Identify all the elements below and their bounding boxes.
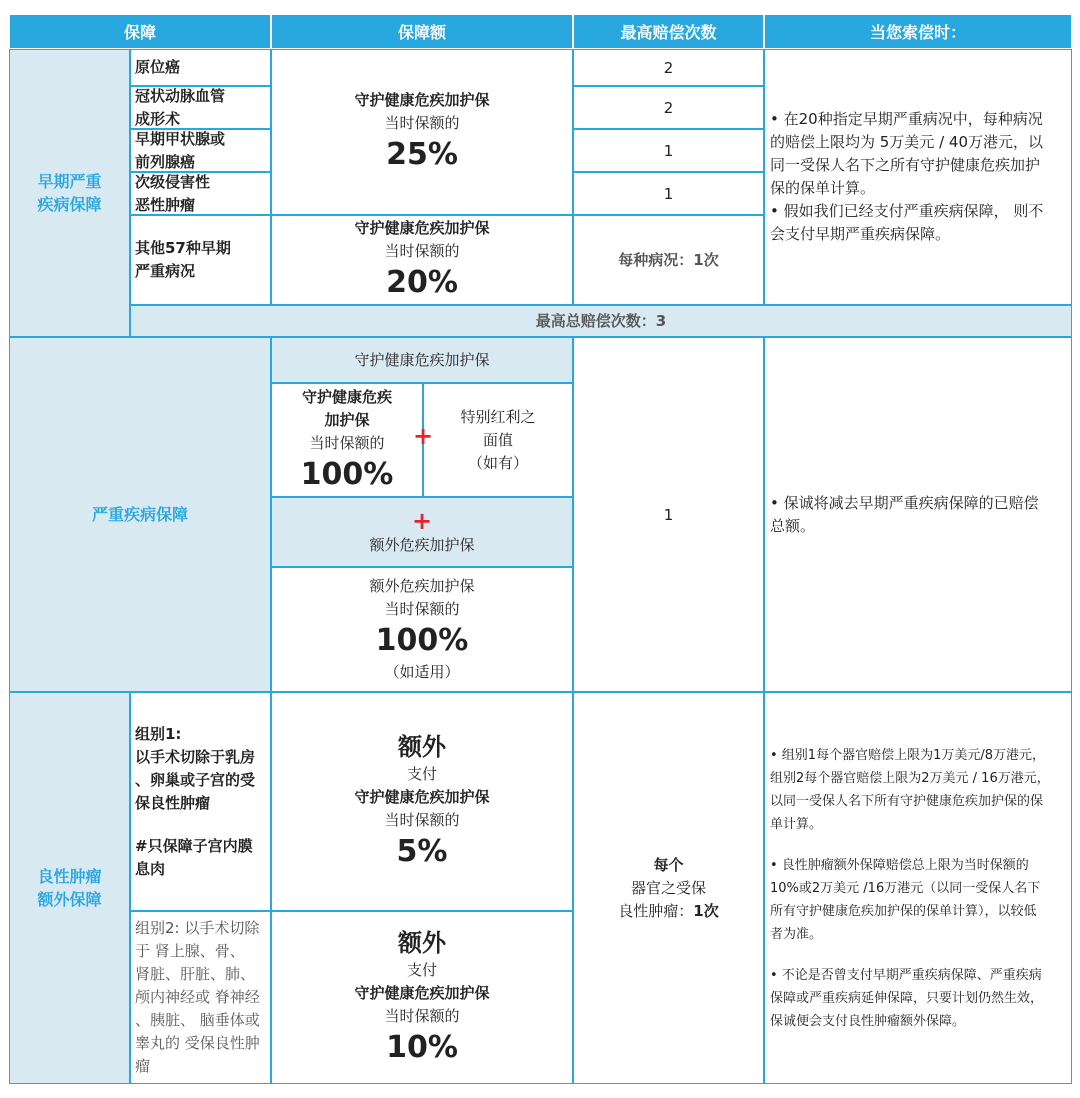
header-col-benefit <box>9 14 271 49</box>
plan-name: 守护健康危疾加护保 <box>354 984 490 1002</box>
header-label: 保障 <box>123 23 156 42</box>
group-line: 于 肾上腺、骨、 <box>135 942 245 960</box>
header-label: 当您索偿时： <box>869 23 966 42</box>
plan-name: 守护健康危疾加护保 <box>354 91 490 109</box>
group-line: 睾丸的 受保良性肿 <box>135 1034 260 1052</box>
amount-desc: 当时保额的 <box>384 242 460 260</box>
plan-name: 守护健康危疾加护保 <box>354 350 490 369</box>
note-line: 的赔偿上限均为 5万美元 / 40万港元，以 <box>770 133 1043 151</box>
condition-label: 原位癌 <box>135 58 181 76</box>
note-line: 10%或2万美元 /16万港元（以同一受保人名下 <box>770 880 1041 896</box>
condition-label: 恶性肿瘤 <box>135 195 196 214</box>
header-label: 保障额 <box>397 23 446 42</box>
bonus-label: 面值 <box>482 430 513 449</box>
bonus-label: （如有） <box>467 453 528 472</box>
section-title-line: 早期严重 <box>37 172 102 191</box>
note-line: • 假如我们已经支付严重疾病保障， 则不 <box>770 202 1044 220</box>
header-col-max-claims <box>573 14 764 49</box>
count-value: 1 <box>663 505 674 524</box>
benign-group2 <box>130 911 271 1084</box>
note-line: 以同一受保人名下所有守护健康危疾加护保的保 <box>770 793 1044 809</box>
note-line: 保诚便会支付良性肿瘤额外保障。 <box>770 1013 966 1029</box>
condition-label: 早期甲状腺或 <box>135 129 226 148</box>
major-extra-amount <box>271 567 573 692</box>
amount-desc: 当时保额的 <box>384 1007 460 1025</box>
condition-label: 严重病况 <box>135 262 196 280</box>
major-count <box>573 337 764 692</box>
amount-desc: 当时保额的 <box>384 811 460 829</box>
header-label: 最高赔偿次数 <box>620 23 717 42</box>
group-line: 瘤 <box>135 1057 151 1075</box>
group-line: 肾脏、肝脏、肺、 <box>135 965 256 983</box>
plan-name: 守护健康危疾加护保 <box>354 788 490 806</box>
condition-early-thyroid-prostate <box>130 129 271 172</box>
amount-note: （如适用） <box>384 663 460 681</box>
plan-name: 额外危疾加护保 <box>369 577 475 595</box>
note-line: • 组别1每个器官赔偿上限为1万美元/8万港元， <box>770 747 1045 763</box>
group-line: 、卵巢或子宫的受 <box>135 770 256 789</box>
note-line: • 不论是否曾支付早期严重疾病保障、严重疾病 <box>770 967 1042 983</box>
note-line: 同一受保人名下之所有守护健康危疾加护 <box>770 156 1041 174</box>
amount-percent: 20% <box>386 265 458 300</box>
count-line: 器官之受保 <box>630 878 706 897</box>
note-line: 者为准。 <box>770 926 823 942</box>
plan-name: 加护保 <box>324 410 370 429</box>
plus-icon: + <box>411 506 433 535</box>
condition-label: 前列腺癌 <box>135 152 196 171</box>
benign-amount-5 <box>271 692 573 911</box>
early-count <box>573 86 764 129</box>
early-count <box>573 49 764 86</box>
early-total-claims <box>130 305 1072 337</box>
condition-label: 成形术 <box>135 109 181 128</box>
group-line: 息肉 <box>135 859 166 878</box>
section-title-line: 额外保障 <box>37 890 102 909</box>
section-title-major <box>9 337 271 692</box>
condition-secondary-malignancy <box>130 172 271 215</box>
section-title-early <box>9 49 130 337</box>
note-line: • 保诚将减去早期严重疾病保障的已赔偿 <box>770 493 1039 512</box>
major-claim-notes <box>764 337 1072 692</box>
note-line: 会支付早期严重疾病保障。 <box>770 225 951 243</box>
condition-label: 次级侵害性 <box>135 172 211 191</box>
amount-percent: 5% <box>396 834 448 869</box>
condition-other-57 <box>130 215 271 305</box>
amount-desc: 当时保额的 <box>309 433 385 452</box>
plan-name: 守护健康危疾 <box>301 387 392 406</box>
early-amount-25 <box>271 49 573 215</box>
amount-pay: 支付 <box>406 961 437 979</box>
bonus-label: 特别红利之 <box>460 407 536 426</box>
group-line: 保良性肿瘤 <box>135 793 211 812</box>
major-special-bonus <box>423 383 573 497</box>
amount-percent: 25% <box>386 137 458 172</box>
total-claims-label: 最高总赔偿次数：3 <box>535 311 667 330</box>
group-line: 组别1: <box>135 724 182 743</box>
count-value: 1 <box>663 184 674 203</box>
note-line: 总额。 <box>770 516 816 535</box>
plus-icon: + <box>412 422 434 450</box>
note-line: 组别2每个器官赔偿上限为2万美元 / 16万港元， <box>770 770 1050 786</box>
group-line: 、胰脏、 脑垂体或 <box>135 1011 260 1029</box>
benign-count <box>573 692 764 1084</box>
amount-desc: 当时保额的 <box>384 600 460 618</box>
group-line: 组别2: 以手术切除 <box>135 919 260 937</box>
section-title-benign <box>9 692 130 1084</box>
amount-extra: 额外 <box>398 733 446 761</box>
benign-claim-notes <box>764 692 1072 1084</box>
section-title-line: 疾病保障 <box>37 195 102 214</box>
count-value: 每种病况：1次 <box>618 250 719 269</box>
condition-label: 冠状动脉血管 <box>135 86 226 105</box>
header-col-when-claim <box>764 14 1072 49</box>
group-line: #只保障子宫内膜 <box>135 836 253 855</box>
amount-pay: 支付 <box>406 765 437 783</box>
note-line: 保的保单计算。 <box>770 179 876 197</box>
major-base-amount <box>271 383 423 497</box>
early-claim-notes <box>764 49 1072 305</box>
count-value: 1 <box>663 141 674 160</box>
header-col-amount <box>271 14 573 49</box>
amount-extra: 额外 <box>398 929 446 957</box>
extra-plan-label: 额外危疾加护保 <box>369 535 475 554</box>
note-line: 所有守护健康危疾加护保的保单计算），以较低 <box>770 903 1037 919</box>
major-extra-header <box>271 497 573 567</box>
plan-name: 守护健康危疾加护保 <box>354 219 490 237</box>
count-value: 2 <box>663 98 674 117</box>
count-line: 良性肿瘤：1次 <box>618 901 719 920</box>
amount-percent: 10% <box>386 1030 458 1065</box>
major-plan-header <box>271 337 573 383</box>
count-line: 每个 <box>653 855 684 874</box>
condition-carcinoma-in-situ <box>130 49 271 86</box>
group-line: 以手术切除于乳房 <box>135 747 256 766</box>
section-title-line: 严重疾病保障 <box>91 505 188 524</box>
amount-percent: 100% <box>375 623 469 658</box>
early-count-other <box>573 215 764 305</box>
note-line: • 在20种指定早期严重病况中，每种病况 <box>770 110 1043 128</box>
amount-percent: 100% <box>300 456 394 492</box>
benign-amount-10 <box>271 911 573 1084</box>
count-value: 2 <box>663 58 674 77</box>
early-count <box>573 172 764 215</box>
note-line: • 良性肿瘤额外保障赔偿总上限为当时保额的 <box>770 857 1029 873</box>
note-line: 单计算。 <box>770 816 823 832</box>
note-line: 保障或严重疾病延伸保障，只要计划仍然生效， <box>770 990 1044 1006</box>
section-title-line: 良性肿瘤 <box>37 867 102 886</box>
amount-desc: 当时保额的 <box>384 114 460 132</box>
early-count <box>573 129 764 172</box>
early-amount-20 <box>271 215 573 305</box>
condition-angioplasty <box>130 86 271 129</box>
condition-label: 其他57种早期 <box>135 239 231 257</box>
benign-group1 <box>130 692 271 911</box>
group-line: 颅内神经或 脊神经 <box>135 988 260 1006</box>
